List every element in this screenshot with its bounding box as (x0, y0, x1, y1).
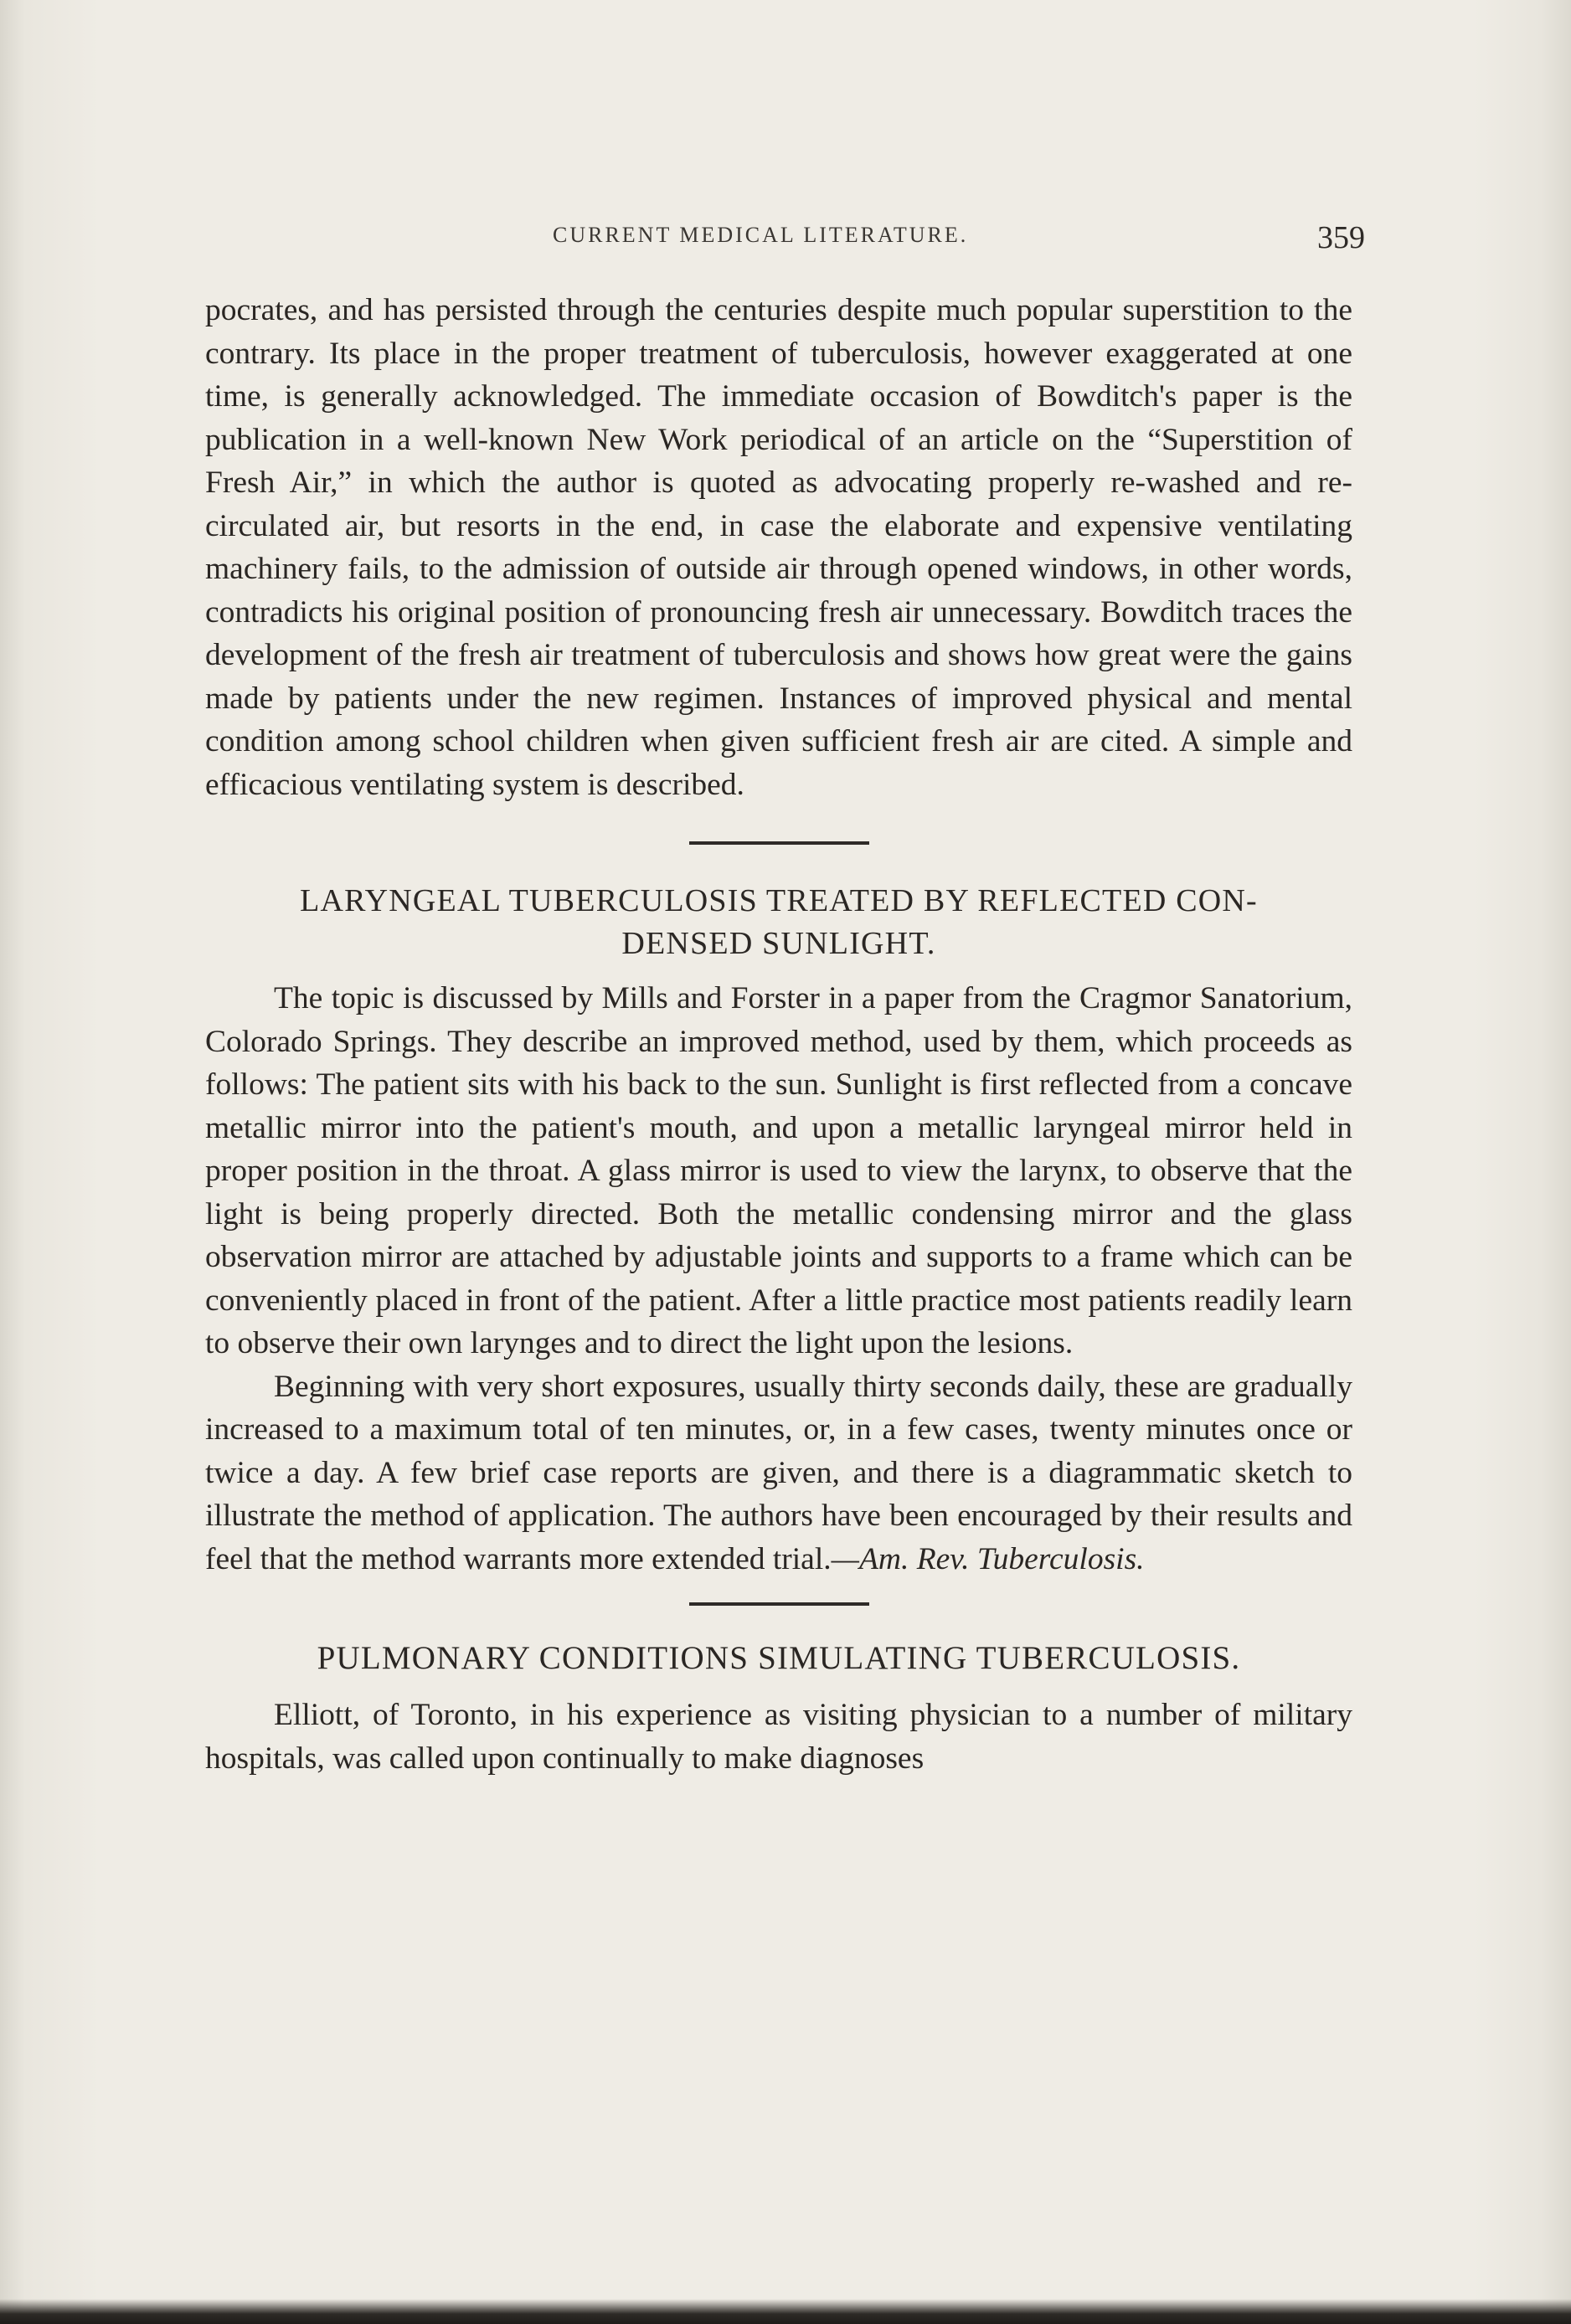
section-heading-pulmonary: PULMONARY CONDITIONS SIMULATING TUBERCULOSIS. (317, 1640, 1241, 1676)
page-bottom-shadow (0, 2299, 1571, 2324)
heading-line-2: DENSED SUNLIGHT. (621, 926, 936, 961)
running-title: CURRENT MEDICAL LITERATURE. (553, 223, 969, 247)
laryngeal-paragraph-2-text: Beginning with very short exposures, usually thirty seconds daily, these are gradually increased to a maximum total of ten minutes, or, in a few cases, twenty minutes once or twice a day. A few brief case reports are given, and there is a diagrammatic sketch to illustrate the method of application. The authors have been encouraged by their results and feel that the method warrants more extended trial. (205, 1369, 1352, 1576)
laryngeal-paragraph-1: The topic is discussed by Mills and Forster in a paper from the Cragmor Sanatorium, Colorado Springs. They describe an improved method, used by them, which proceeds as follows: The patient sits with his back to the sun. Sunlight is first reflected from a concave metallic mirror into the patient's mouth, and upon a metallic laryngeal mirror held in proper position in the throat. A glass mirror is used to view the larynx, to observe that the light is being properly directed. Both the metallic condensing mirror and the glass observation mirror are attached by adjustable joints and supports to a frame which can be conveniently placed in front of the patient. After a little practice most patients readily learn to observe their own larynges and to direct the light upon the lesions. (205, 981, 1352, 1360)
section-heading-laryngeal (205, 880, 1352, 965)
pulmonary-paragraph: Elliott, of Toronto, in his experience as visiting physician to a number of military hospitals, was called upon continually to make diagnoses (205, 1698, 1352, 1776)
continuation-paragraph: pocrates, and has persisted through the centuries despite much popular superstition to the contrary. Its place in the proper treatment of tuberculosis, however exaggerated at one time, is generally acknowledged. The immediate occasion of Bowditch's paper is the publication in a well-known New Work periodical of an article on the “Superstition of Fresh Air,” in which the author is quoted as advocating properly re-washed and re-circulated air, but resorts in the end, in case the elaborate and expensive ventilating machinery fails, to the admission of outside air through opened windows, in other words, contradicts his original position of pronouncing fresh air unnecessary. Bowditch traces the development of the fresh air treatment of tuberculosis and shows how great were the gains made by patients under the new regimen. Instances of improved physical and mental condition among school children when given sufficient fresh air are cited. A simple and efficacious ventilating system is described. (205, 293, 1352, 802)
laryngeal-paragraph-2 (205, 1365, 1352, 1581)
text-column (205, 289, 1352, 1780)
heading-line-1: LARYNGEAL TUBERCULOSIS TREATED BY REFLECTED CON- (300, 883, 1258, 918)
page-number: 359 (1317, 220, 1365, 255)
running-head (201, 219, 1365, 261)
journal-citation: —Am. Rev. Tuberculosis. (831, 1541, 1145, 1576)
